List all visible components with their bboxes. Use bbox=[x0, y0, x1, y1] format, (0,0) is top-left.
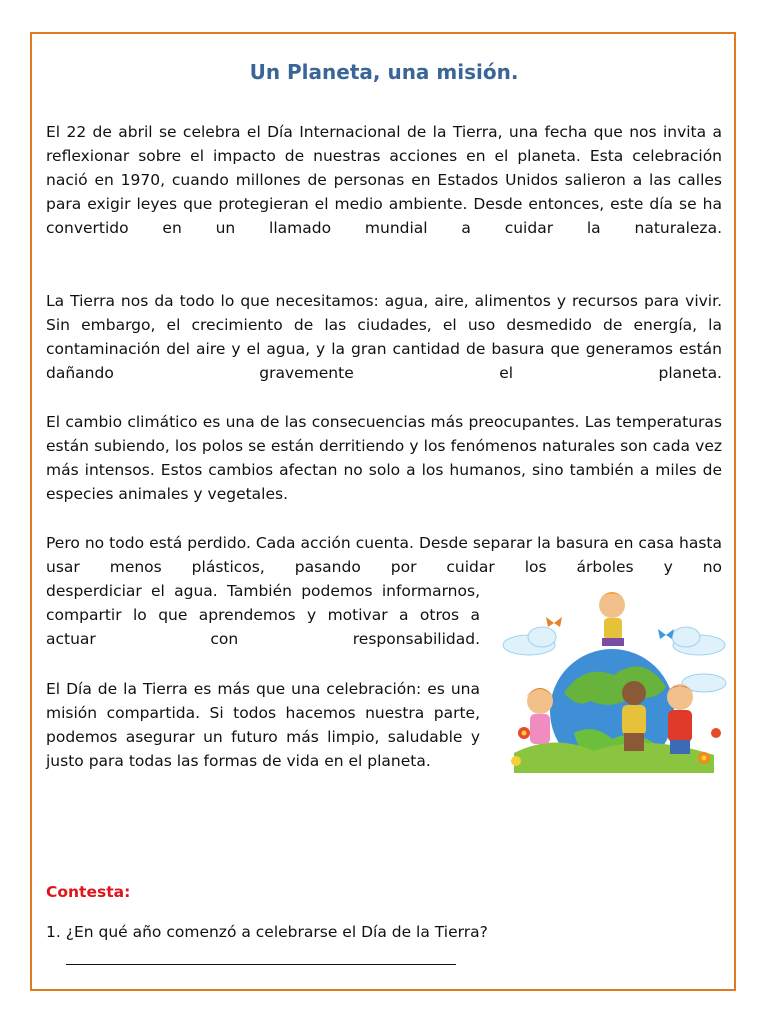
paragraph-1: El 22 de abril se celebra el Día Internacional de la Tierra, una fecha que nos invita a reflexionar sobre el impacto de nuestras acciones en el planeta. Esta celebración nació en 1970, cuando millones de personas en Estados Unidos salieron a las calles para exigir leyes que protegieran el medio ambiente. Desde entonces, este día se ha convertido en un llamado mundial a cuidar la naturaleza. bbox=[46, 123, 722, 237]
question-1: 1. ¿En qué año comenzó a celebrarse el Día de la Tierra? bbox=[46, 923, 488, 941]
questions-heading: Contesta: bbox=[46, 883, 131, 901]
answer-line-1[interactable] bbox=[66, 964, 456, 965]
paragraph-2: La Tierra nos da todo lo que necesitamos: agua, aire, alimentos y recursos para vivir. Sin embargo, el crecimiento de las ciudades, el uso desmedido de energía, la contaminación del aire y el agua, y la gran cantidad de basura que generamos están dañando gravemente el planeta. bbox=[46, 292, 722, 382]
paragraph-4-narrow: desperdiciar el agua. También podemos informarnos, compartir lo que aprendemos y motivar a otros a actuar con responsabilidad. bbox=[46, 582, 480, 648]
paragraph-4-wide: Pero no todo está perdido. Cada acción cuenta. Desde separar la basura en casa hasta usar menos plásticos, pasando por cuidar los árboles y no bbox=[46, 534, 722, 576]
earth-day-kids-illustration bbox=[494, 583, 734, 783]
paragraph-5: El Día de la Tierra es más que una celebración: es una misión compartida. Si todos hacemos nuestra parte, podemos asegurar un futuro más limpio, saludable y justo para todas las formas de vida en el planeta. bbox=[46, 680, 480, 770]
page-title: Un Planeta, una misión. bbox=[249, 60, 519, 84]
paragraph-3: El cambio climático es una de las consecuencias más preocupantes. Las temperaturas están subiendo, los polos se están derritiendo y los fenómenos naturales son cada vez más intensos. Estos cambios afectan no solo a los humanos, sino también a miles de especies animales y vegetales. bbox=[46, 413, 722, 503]
butterfly-icon bbox=[658, 629, 674, 639]
butterfly-icon bbox=[546, 617, 562, 627]
